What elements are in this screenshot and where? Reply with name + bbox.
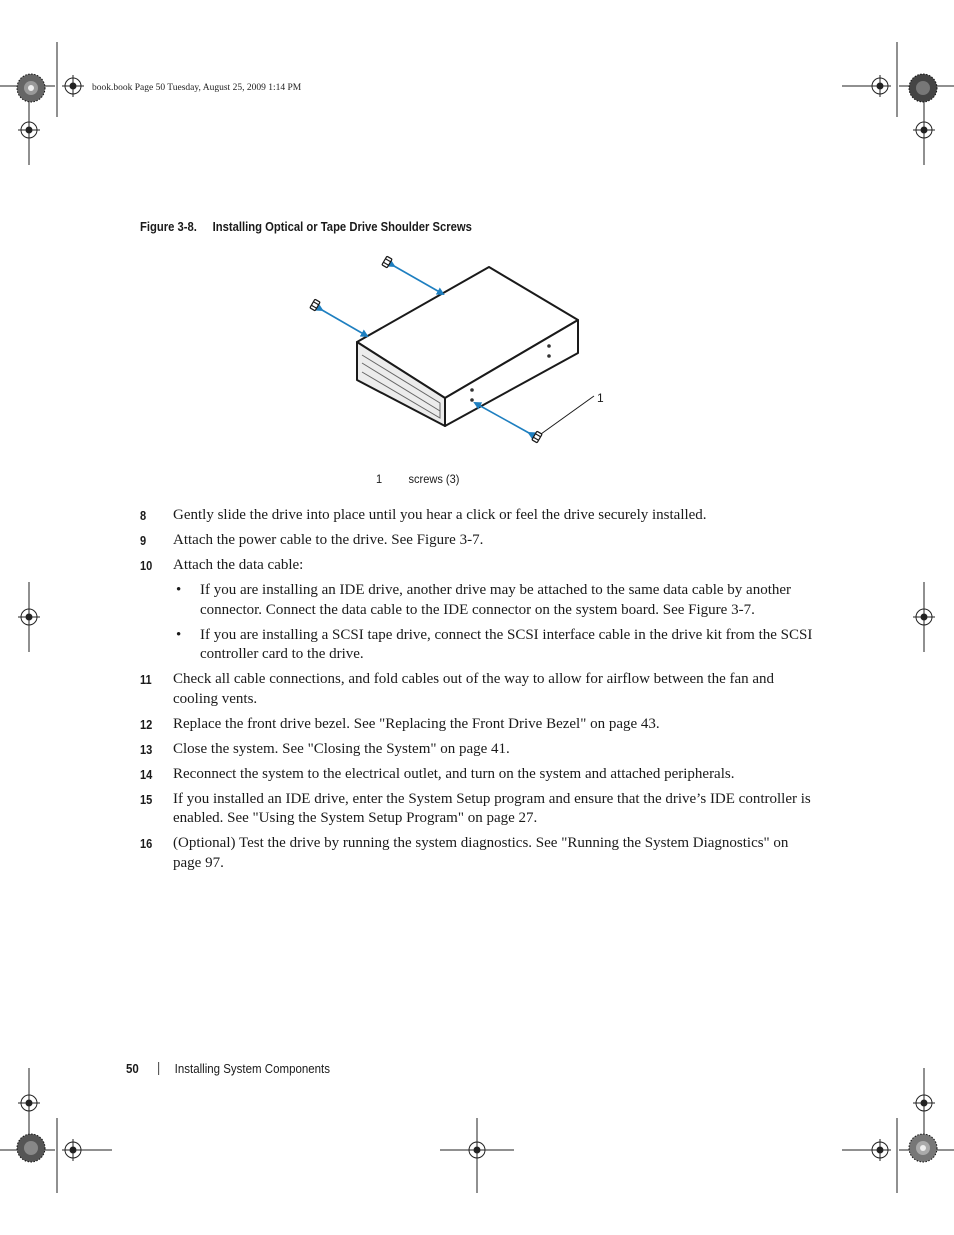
figure-title: Installing Optical or Tape Drive Shoulder Screws — [212, 220, 472, 234]
step-item — [140, 834, 820, 873]
step-number: 8 — [140, 508, 147, 523]
step-item — [140, 670, 820, 709]
step-text: Gently slide the drive into place until you hear a click or feel the drive securely installed. — [173, 507, 707, 523]
bullet-text: If you are installing a SCSI tape drive, connect the SCSI interface cable in the drive kit from the SCSI controller card to the drive. — [200, 626, 813, 662]
bullet-item — [140, 581, 820, 620]
step-number: 12 — [140, 716, 153, 732]
step-number: 16 — [140, 836, 153, 851]
step-number: 14 — [140, 766, 153, 782]
drive-illustration — [290, 248, 620, 453]
legend-text: screws (3) — [408, 472, 460, 486]
step-number: 15 — [140, 791, 153, 807]
callout-line — [541, 396, 594, 434]
bullet-item — [140, 626, 820, 665]
step-item — [140, 765, 820, 785]
step-text: (Optional) Test the drive by running the system diagnostics. See "Running the System Diagnostics" on page 97. — [173, 835, 789, 871]
section-title: Installing System Components — [174, 1062, 331, 1076]
step-text: Attach the power cable to the drive. See Figure 3-7. — [173, 532, 484, 548]
step-item — [140, 790, 820, 829]
page-number: 50 — [126, 1062, 139, 1076]
figure-legend — [376, 472, 459, 486]
callout-number: 1 — [597, 391, 604, 405]
step-number: 13 — [140, 741, 153, 757]
step-text: If you installed an IDE drive, enter the System Setup program and ensure that the drive’s IDE controller is enabled. See "Using the System Setup Program" on page 27. — [173, 790, 811, 826]
bullet-text: If you are installing an IDE drive, another drive may be attached to the same data cable by another connector. Connect the data cable to the IDE connector on the system board. See Figure 3-7. — [200, 582, 792, 618]
optical-drive — [357, 267, 578, 426]
step-number: 11 — [140, 672, 152, 687]
step-number: 9 — [140, 533, 147, 548]
step-item — [140, 556, 820, 576]
legend-number: 1 — [376, 472, 383, 486]
step-number: 10 — [140, 558, 153, 573]
step-item — [140, 531, 820, 551]
print-slug: book.book Page 50 Tuesday, August 25, 2009 1:14 PM — [92, 83, 302, 93]
step-text: Close the system. See "Closing the System" on page 41. — [173, 740, 510, 757]
footer-divider — [158, 1062, 159, 1075]
page-footer — [126, 1062, 330, 1076]
figure-number: Figure 3-8. — [140, 220, 197, 234]
figure-caption — [140, 220, 472, 234]
step-text: Replace the front drive bezel. See "Replacing the Front Drive Bezel" on page 43. — [173, 715, 660, 732]
step-item — [140, 740, 820, 760]
step-item — [140, 506, 820, 526]
bullet-symbol: • — [176, 626, 182, 643]
step-item — [140, 715, 820, 735]
procedure-steps — [140, 506, 820, 879]
step-text: Attach the data cable: — [173, 557, 304, 573]
bullet-symbol: • — [176, 582, 182, 598]
step-text: Reconnect the system to the electrical outlet, and turn on the system and attached peripherals. — [173, 765, 735, 782]
step-text: Check all cable connections, and fold cables out of the way to allow for airflow between the fan and cooling vents. — [173, 671, 775, 707]
